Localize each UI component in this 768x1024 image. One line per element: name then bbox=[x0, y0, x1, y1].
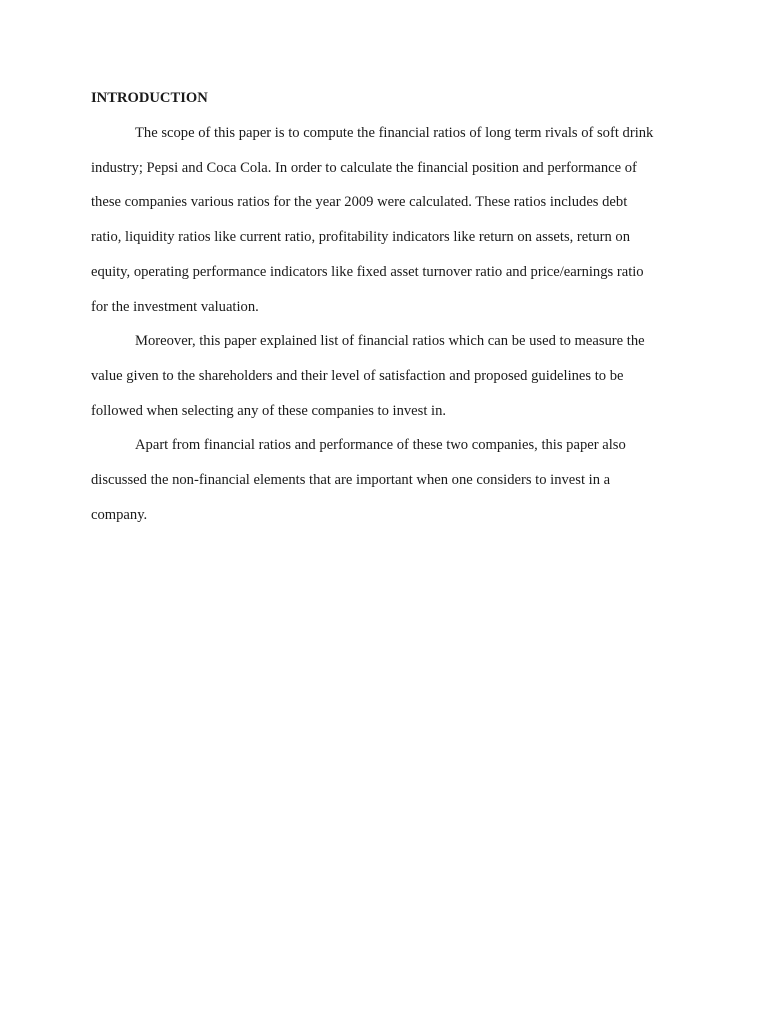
paragraph-line: discussed the non-financial elements that are important when one considers to invest in a bbox=[91, 472, 611, 489]
paragraph-line: equity, operating performance indicators like fixed asset turnover ratio and price/earnings ratio bbox=[91, 263, 644, 280]
paragraph-scope bbox=[91, 116, 683, 324]
paragraph-line: industry; Pepsi and Coca Cola. In order to calculate the financial position and performance of bbox=[91, 159, 637, 176]
paragraph-apart bbox=[91, 428, 683, 532]
paragraph-line: for the investment valuation. bbox=[91, 298, 259, 315]
paragraph-line: The scope of this paper is to compute the financial ratios of long term rivals of soft drink bbox=[135, 125, 654, 141]
paragraph-line: ratio, liquidity ratios like current ratio, profitability indicators like return on assets, return on bbox=[91, 229, 631, 246]
paragraph-line: company. bbox=[91, 506, 148, 523]
paragraph-line: followed when selecting any of these companies to invest in. bbox=[91, 402, 447, 419]
document-body bbox=[91, 88, 683, 532]
paragraph-line: Moreover, this paper explained list of financial ratios which can be used to measure the bbox=[135, 333, 645, 350]
section-heading: INTRODUCTION bbox=[91, 90, 208, 106]
paragraph-line: Apart from financial ratios and performance of these two companies, this paper also bbox=[135, 437, 626, 454]
paragraph-line: value given to the shareholders and their level of satisfaction and proposed guidelines to be bbox=[91, 367, 624, 384]
paragraph-line: these companies various ratios for the year 2009 were calculated. These ratios includes debt bbox=[91, 194, 628, 211]
paragraph-moreover bbox=[91, 324, 683, 428]
